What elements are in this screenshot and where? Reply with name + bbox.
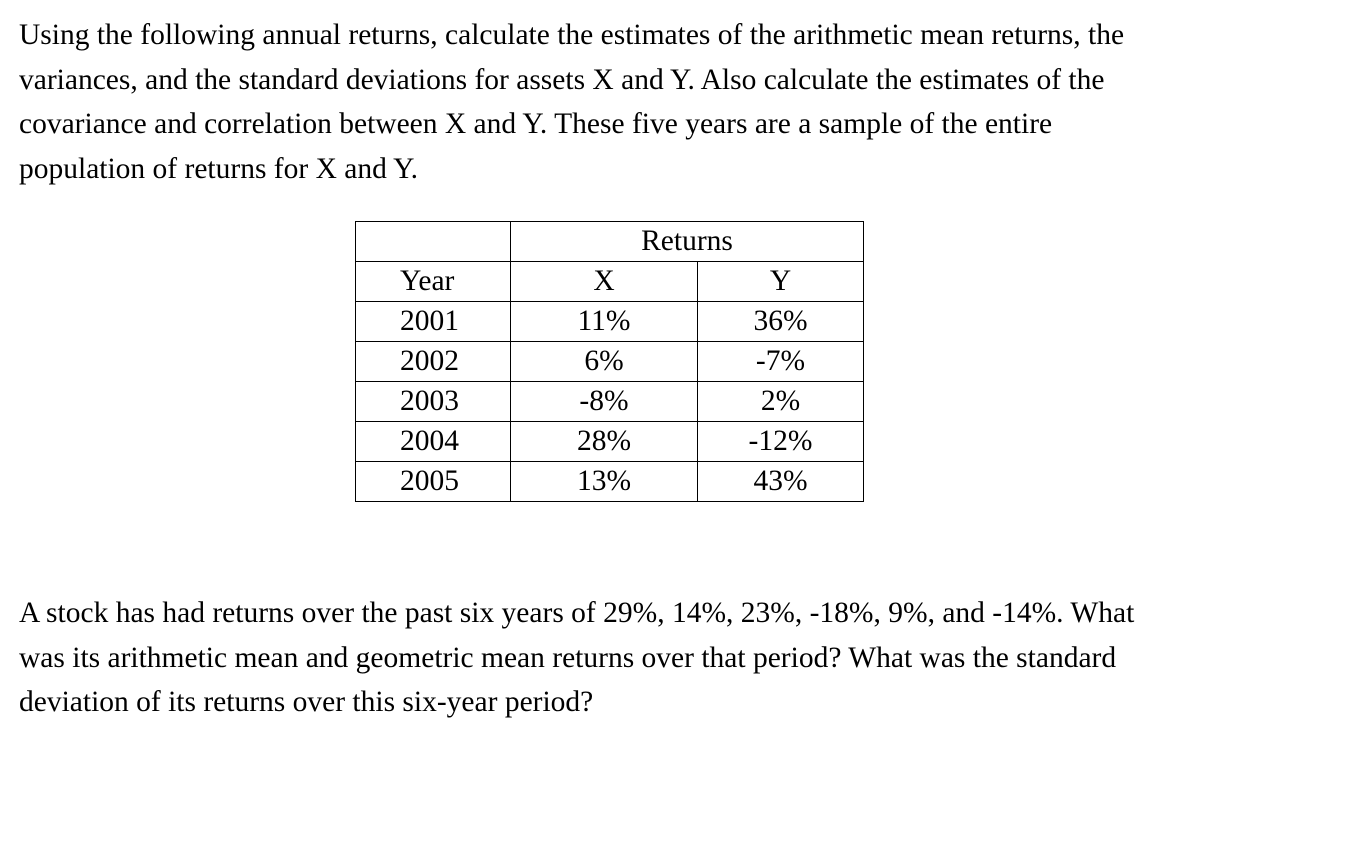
x-return-cell: 28% <box>511 422 698 462</box>
y-column-header: Y <box>698 262 864 302</box>
problem-2-line: deviation of its returns over this six-year period? <box>19 686 594 718</box>
y-return-cell: 2% <box>698 382 864 422</box>
y-return-cell: 43% <box>698 462 864 502</box>
table-column-header-row <box>356 262 864 302</box>
year-cell: 2005 <box>356 462 511 502</box>
x-return-cell: -8% <box>511 382 698 422</box>
returns-table <box>355 221 864 502</box>
x-return-cell: 11% <box>511 302 698 342</box>
x-column-header: X <box>511 262 698 302</box>
y-return-cell: -12% <box>698 422 864 462</box>
problem-1-line: population of returns for X and Y. <box>19 152 418 185</box>
x-return-cell: 6% <box>511 342 698 382</box>
problem-1-line: covariance and correlation between X and Y. These five years are a sample of the entire <box>19 108 1053 140</box>
year-cell: 2001 <box>356 302 511 342</box>
table-row <box>356 422 864 462</box>
table-row <box>356 302 864 342</box>
table-row <box>356 462 864 502</box>
year-cell: 2004 <box>356 422 511 462</box>
problem-1-line: Using the following annual returns, calculate the estimates of the arithmetic mean returns, the <box>19 19 1125 51</box>
table-row <box>356 382 864 422</box>
returns-group-header: Returns <box>511 222 864 262</box>
year-cell: 2003 <box>356 382 511 422</box>
year-column-header: Year <box>356 262 511 302</box>
table-row <box>356 342 864 382</box>
empty-header-cell <box>356 222 511 262</box>
y-return-cell: -7% <box>698 342 864 382</box>
problem-2-line: A stock has had returns over the past six years of 29%, 14%, 23%, -18%, 9%, and -14%. What <box>19 597 1135 629</box>
table-header-row <box>356 222 864 262</box>
problem-1-line: variances, and the standard deviations for assets X and Y. Also calculate the estimates of the <box>19 63 1105 96</box>
x-return-cell: 13% <box>511 462 698 502</box>
year-cell: 2002 <box>356 342 511 382</box>
problem-1-text <box>19 13 1124 191</box>
problem-2-line: was its arithmetic mean and geometric mean returns over that period? What was the standard <box>19 641 1117 674</box>
problem-2-text <box>19 591 1134 725</box>
y-return-cell: 36% <box>698 302 864 342</box>
